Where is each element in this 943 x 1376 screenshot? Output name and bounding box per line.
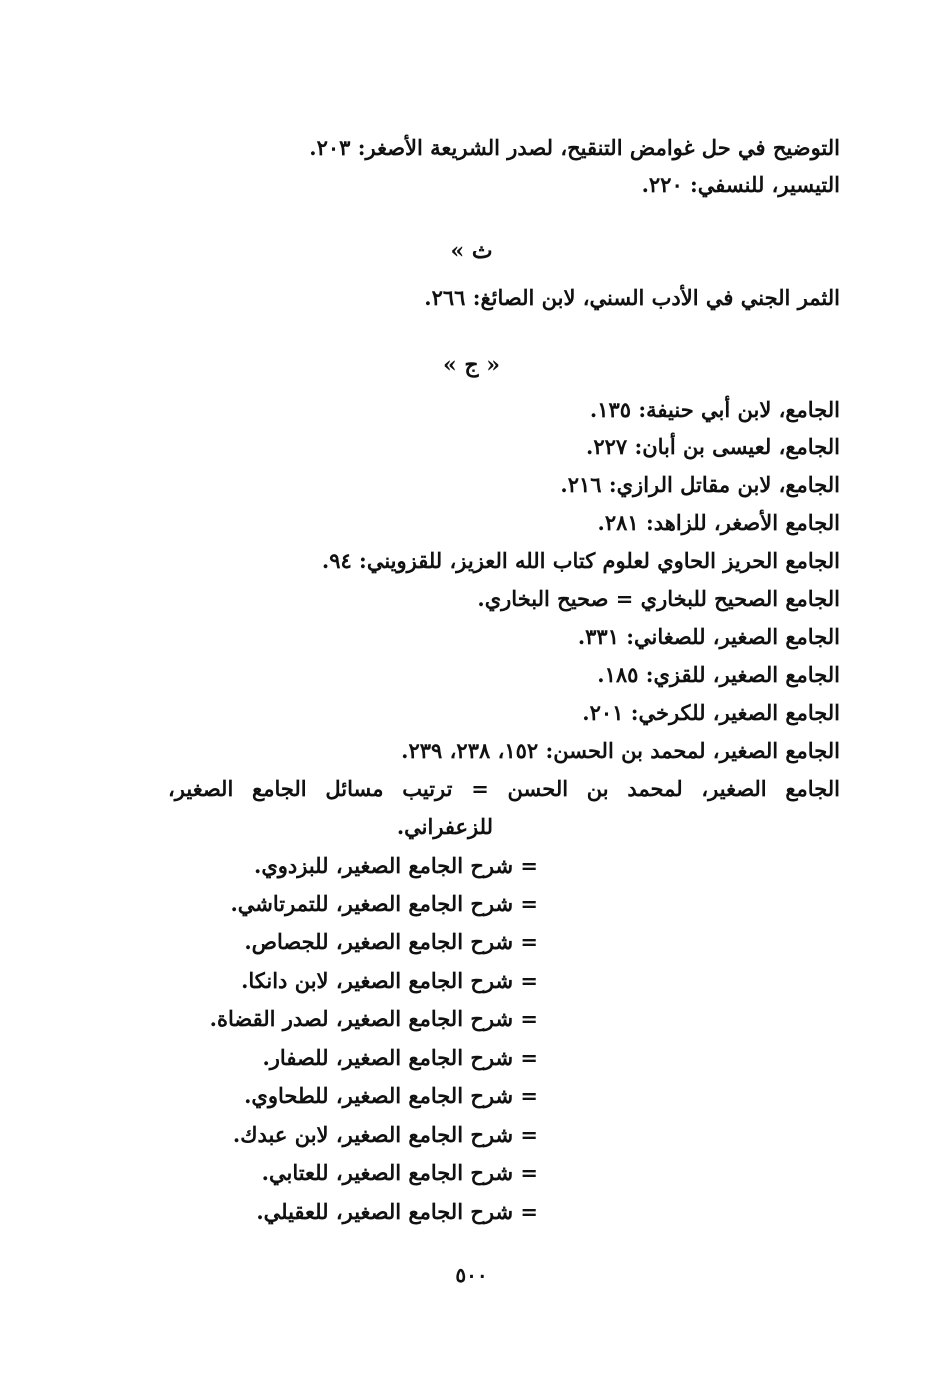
see-also-entry: = شرح الجامع الصغير، للجصاص. <box>244 929 538 954</box>
index-entry: الجامع، لابن أبي حنيفة: ١٣٥. <box>589 397 840 422</box>
index-entry-continuation: للزعفراني. <box>396 814 493 839</box>
index-entry: الجامع الصغير، للصغاني: ٣٣١. <box>577 624 840 649</box>
see-also-entry: = شرح الجامع الصغير، لصدر القضاة. <box>209 1006 538 1031</box>
index-entry: التوضيح في حل غوامض التنقيح، لصدر الشريعة الأصغر: ٢٠٣. <box>309 135 840 160</box>
see-also-entry: = شرح الجامع الصغير، للعقيلي. <box>256 1199 538 1224</box>
index-entry: الجامع الصغير، للكرخي: ٢٠١. <box>582 700 840 725</box>
index-entry: الجامع الأصغر، للزاهد: ٢٨١. <box>597 510 840 535</box>
see-also-entry: = شرح الجامع الصغير، للصفار. <box>262 1045 538 1070</box>
index-entry: الجامع، لعيسى بن أبان: ٢٢٧. <box>586 434 840 459</box>
section-heading-j: « ج » <box>442 352 501 378</box>
index-entry: الجامع الصغير، للقزي: ١٨٥. <box>597 662 840 687</box>
index-entry: الجامع الصغير، لمحمد بن الحسن: ١٥٢، ٢٣٨، ٢٣٩. <box>401 738 840 763</box>
see-also-entry: = شرح الجامع الصغير، للبزدوي. <box>254 853 538 878</box>
page-number: ٥٠٠ <box>455 1263 488 1287</box>
index-entry: التيسير، للنسفي: ٢٢٠. <box>641 172 840 197</box>
see-also-entry: = شرح الجامع الصغير، لابن عبدك. <box>232 1122 538 1147</box>
see-also-entry: = شرح الجامع الصغير، للعتابي. <box>261 1160 538 1185</box>
index-entry: الجامع الحريز الحاوي لعلوم كتاب الله العزيز، للقزويني: ٩٤. <box>321 548 840 573</box>
see-also-entry: = شرح الجامع الصغير، للطحاوي. <box>244 1083 538 1108</box>
index-entry: الثمر الجني في الأدب السني، لابن الصائغ: ٢٦٦. <box>424 285 840 310</box>
index-entry: الجامع، لابن مقاتل الرازي: ٢١٦. <box>560 472 840 497</box>
see-also-entry: = شرح الجامع الصغير، للتمرتاشي. <box>230 891 538 916</box>
index-entry: الجامع الصحيح للبخاري = صحيح البخاري. <box>477 586 840 611</box>
see-also-entry: = شرح الجامع الصغير، لابن دانكا. <box>241 968 538 993</box>
section-heading-th: ث » <box>450 238 493 264</box>
index-entry-long: الجامع الصغير، لمحمد بن الحسن = ترتيب مسائل الجامع الصغير، <box>168 776 840 801</box>
